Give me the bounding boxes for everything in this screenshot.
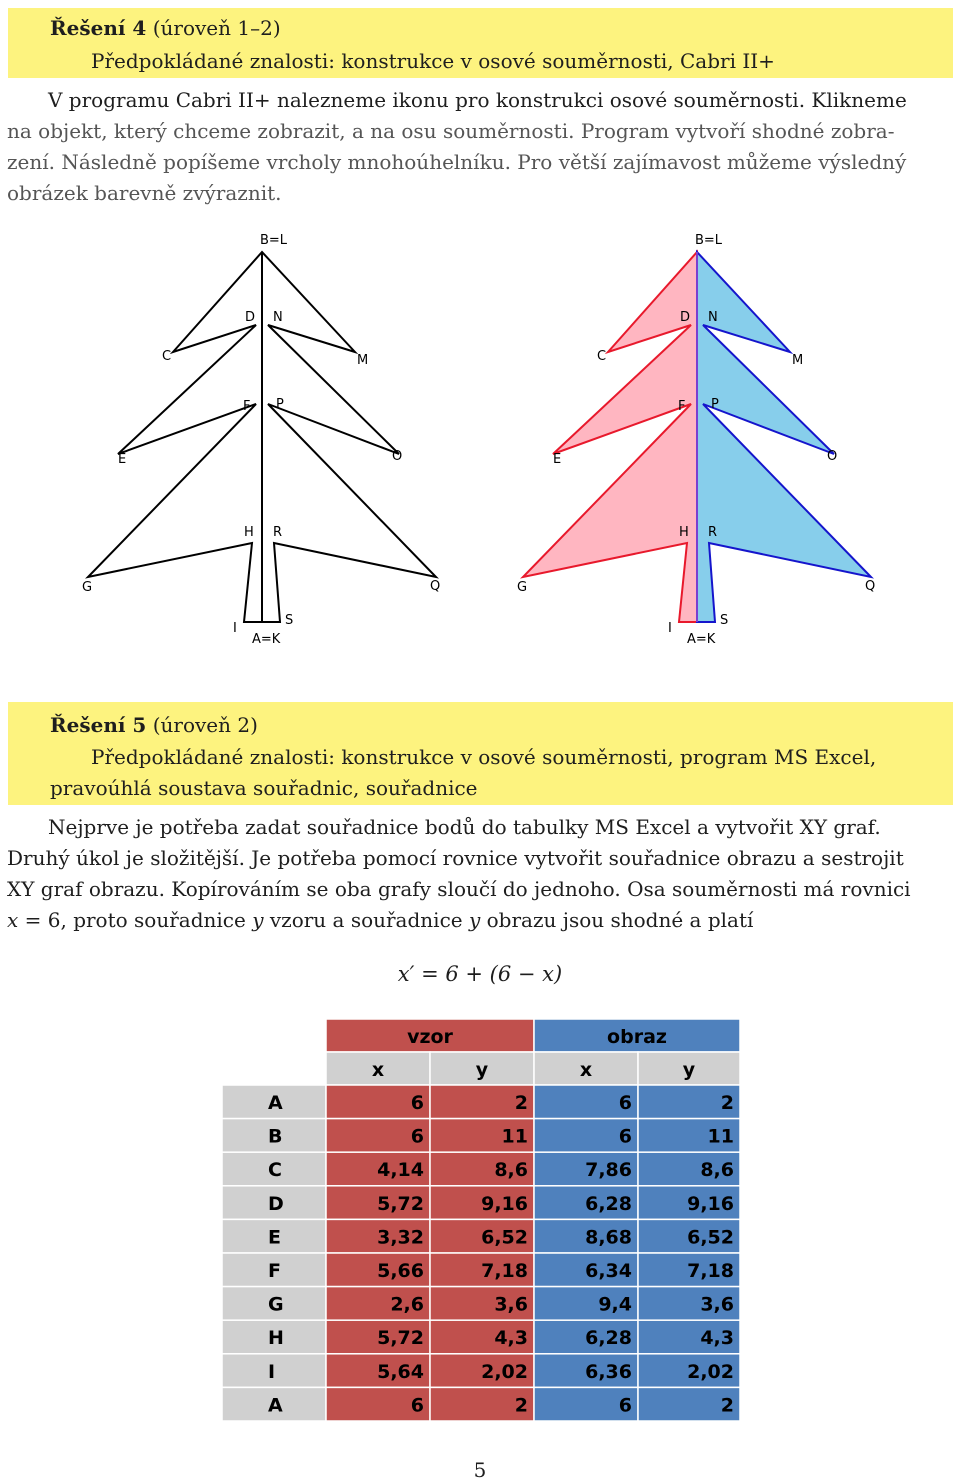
row-label: D: [268, 1192, 284, 1215]
table-cell-value: 5,72: [377, 1192, 424, 1215]
table-cell-value: 2: [514, 1092, 528, 1114]
row-label: A: [268, 1092, 283, 1114]
text-part: vzoru a souřadnice: [263, 908, 469, 932]
solution5-title-level: (úroveň 2): [152, 713, 258, 737]
solution5-body-line: Druhý úkol je složitější. Je potřeba pomocí rovnice vytvořit souřadnice obrazu a sestrojit: [7, 846, 904, 870]
point-label: A=K: [252, 632, 281, 647]
row-label: H: [268, 1327, 284, 1350]
table-cell-value: 7,18: [481, 1260, 528, 1282]
page-number: 5: [473, 1458, 487, 1482]
point-label: S: [720, 613, 729, 628]
text-part: = 6, proto souřadnice: [18, 908, 253, 932]
row-label: A: [268, 1394, 283, 1417]
solution5-title: [50, 713, 258, 737]
table-cell-value: 2,6: [390, 1293, 424, 1316]
point-label: H: [244, 525, 254, 540]
table-cell-value: 3,6: [700, 1293, 734, 1316]
tree-right-half: [697, 252, 871, 622]
table-cell-value: 8,6: [700, 1159, 734, 1182]
solution5-prereq-line: pravoúhlá soustava souřadnic, souřadnice: [50, 776, 478, 800]
table-cell-value: 3,32: [377, 1226, 424, 1249]
table-cell-value: 5,72: [377, 1327, 424, 1350]
solution5-title-bold: Řešení 5: [50, 713, 147, 737]
table-cell-value: 6,28: [585, 1327, 632, 1350]
solution4-title-level: (úroveň 1–2): [152, 16, 281, 40]
solution4-body-line: obrázek barevně zvýraznit.: [7, 181, 282, 205]
point-label: B=L: [695, 233, 723, 248]
tree-colored: [523, 252, 871, 622]
point-label: A=K: [687, 632, 716, 647]
math-var: y: [468, 908, 481, 932]
solution5-body-line: Nejprve je potřeba zadat souřadnice bodů do tabulky MS Excel a vytvořit XY graf.: [48, 815, 881, 839]
table-cell-value: 4,3: [700, 1327, 734, 1350]
header-obraz-label: obraz: [607, 1026, 667, 1048]
text-part: obrazu jsou shodné a platí: [480, 908, 754, 932]
column-header-label: y: [682, 1059, 696, 1081]
table-cell-value: 6,52: [481, 1226, 528, 1249]
point-label: M: [792, 353, 804, 368]
table-cell-value: 11: [501, 1125, 528, 1148]
row-label: E: [268, 1226, 281, 1249]
point-label: N: [273, 310, 283, 325]
table-cell-value: 7,18: [687, 1260, 734, 1282]
point-label: P: [276, 397, 284, 412]
solution4-body-line: V programu Cabri II+ nalezneme ikonu pro konstrukci osové souměrnosti. Klikneme: [48, 88, 907, 112]
table-cell-value: 6: [618, 1092, 632, 1114]
trees-figure: [0, 222, 960, 692]
table-cell-value: 7,86: [585, 1159, 632, 1182]
point-label: N: [708, 310, 718, 325]
point-label: I: [668, 621, 672, 636]
point-label: F: [678, 399, 686, 414]
table-cell-value: 2,02: [687, 1360, 734, 1383]
table-cell-value: 9,4: [598, 1293, 632, 1316]
table-cell-value: 8,68: [585, 1226, 632, 1249]
table-cell-value: 5,66: [377, 1260, 424, 1282]
column-header-label: y: [475, 1059, 489, 1081]
table-cell-value: 4,14: [377, 1159, 424, 1182]
row-label: C: [268, 1159, 282, 1182]
row-label: F: [268, 1260, 281, 1282]
table-cell-value: 3,6: [494, 1293, 528, 1316]
tree-left-half: [523, 252, 697, 622]
point-label: I: [233, 621, 237, 636]
table-cell-value: 4,3: [494, 1327, 528, 1350]
column-header-label: x: [579, 1059, 593, 1081]
row-label: G: [268, 1293, 284, 1316]
point-label: G: [82, 580, 93, 595]
point-label: Q: [865, 579, 876, 594]
point-label: C: [162, 349, 172, 364]
table-cell-value: 6: [410, 1092, 424, 1114]
point-label: S: [285, 613, 294, 628]
table-cell-value: 5,64: [377, 1360, 424, 1383]
table-cell-value: 6: [410, 1125, 424, 1148]
math-var: y: [252, 908, 264, 932]
math-var: x: [7, 908, 19, 932]
point-label: E: [118, 452, 127, 467]
table-cell-value: 6: [410, 1394, 424, 1417]
point-label: R: [708, 525, 718, 540]
table-cell-value: 11: [707, 1125, 734, 1148]
table-cell-value: 8,6: [494, 1159, 528, 1182]
solution4-body-line: na objekt, který chceme zobrazit, a na osu souměrnosti. Program vytvoří shodné zobra-: [7, 119, 895, 143]
point-label: E: [553, 452, 562, 467]
solution5-body-line-last: [7, 908, 753, 932]
coordinates-table: [0, 1015, 960, 1425]
point-label: F: [243, 399, 251, 414]
solution5-body-line: XY graf obrazu. Kopírováním se oba grafy sloučí do jednoho. Osa souměrnosti má rovnici: [7, 877, 911, 901]
point-label: Q: [430, 579, 441, 594]
table-cell-value: 2: [720, 1394, 734, 1417]
solution4-title-bold: Řešení 4: [50, 16, 147, 40]
table-cell-value: 2: [720, 1092, 734, 1114]
solution5-prereq-line: Předpokládané znalosti: konstrukce v osové souměrnosti, program MS Excel,: [91, 745, 877, 769]
row-label: I: [268, 1360, 276, 1383]
solution4-title: [50, 16, 281, 40]
table-cell-value: 2: [514, 1394, 528, 1417]
point-label: D: [245, 310, 256, 325]
table-cell-value: 9,16: [687, 1192, 734, 1215]
point-label: P: [711, 397, 719, 412]
point-label: D: [680, 310, 691, 325]
table-cell-value: 2,02: [481, 1360, 528, 1383]
table-cell-value: 6: [618, 1394, 632, 1417]
header-vzor-label: vzor: [407, 1026, 453, 1048]
point-label: B=L: [260, 233, 288, 248]
table-cell-value: 6,28: [585, 1192, 632, 1215]
point-label: O: [392, 449, 403, 464]
solution4-prereq: Předpokládané znalosti: konstrukce v osové souměrnosti, Cabri II+: [91, 49, 775, 73]
table-cell-value: 9,16: [481, 1192, 528, 1215]
point-label: M: [357, 353, 369, 368]
point-label: H: [679, 525, 689, 540]
table-cell-value: 6: [618, 1125, 632, 1148]
table-cell-value: 6,34: [585, 1260, 632, 1282]
point-label: R: [273, 525, 283, 540]
table-cell-value: 6,36: [585, 1360, 632, 1383]
point-label: O: [827, 449, 838, 464]
tree-outline: [88, 252, 436, 622]
formula: x′ = 6 + (6 − x): [397, 962, 563, 986]
table-cell-value: 6,52: [687, 1226, 734, 1249]
column-header-label: x: [371, 1059, 385, 1081]
row-label: B: [268, 1125, 283, 1148]
solution4-body-line: zení. Následně popíšeme vrcholy mnohoúhelníku. Pro větší zajímavost můžeme výsledný: [7, 150, 907, 174]
point-label: C: [597, 349, 607, 364]
point-label: G: [517, 580, 528, 595]
